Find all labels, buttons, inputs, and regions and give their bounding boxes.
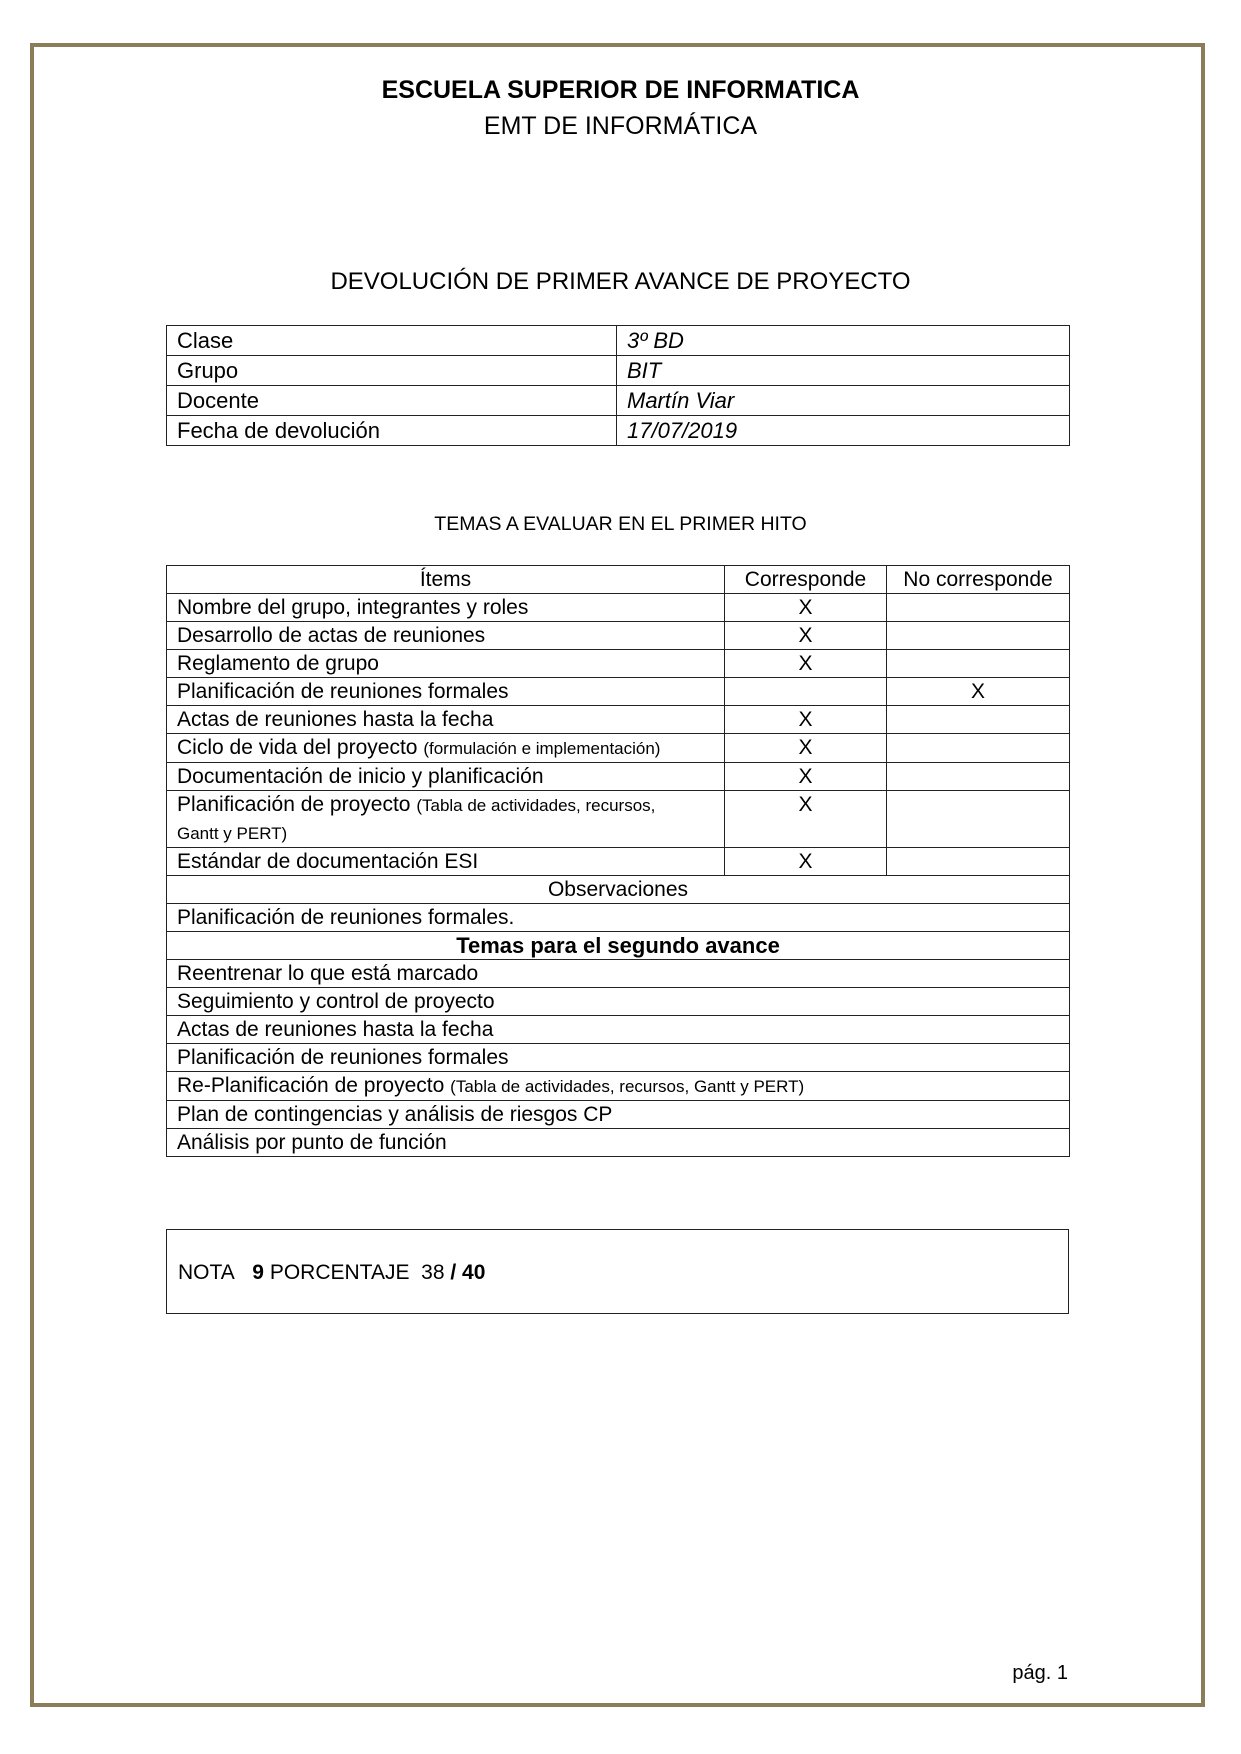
item-label: Reglamento de grupo xyxy=(167,650,725,678)
header-corresponde: Corresponde xyxy=(725,566,887,594)
item-note-continued: Gantt y PERT) xyxy=(177,824,288,843)
observations-row xyxy=(167,904,1070,932)
table-row xyxy=(167,734,1070,763)
item-label: Nombre del grupo, integrantes y roles xyxy=(167,594,725,622)
evaluation-table xyxy=(166,565,1070,1157)
nota-label: NOTA xyxy=(178,1261,235,1284)
info-value: Martín Viar xyxy=(617,386,1070,416)
corresponde-mark: X xyxy=(725,706,887,734)
info-value: BIT xyxy=(617,356,1070,386)
info-table xyxy=(166,325,1070,446)
topic-label: Actas de reuniones hasta la fecha xyxy=(167,1016,1070,1044)
topic-label: Análisis por punto de función xyxy=(167,1129,1070,1157)
evaluation-header-row xyxy=(167,566,1070,594)
nota-value: 9 xyxy=(252,1261,264,1284)
score-total: 40 xyxy=(462,1261,486,1284)
corresponde-mark: X xyxy=(725,594,887,622)
list-item xyxy=(167,1129,1070,1157)
table-row xyxy=(167,678,1070,706)
item-cell xyxy=(167,734,725,763)
no-corresponde-mark xyxy=(887,622,1070,650)
observations-header: Observaciones xyxy=(167,876,1070,904)
no-corresponde-mark xyxy=(887,763,1070,791)
item-label: Actas de reuniones hasta la fecha xyxy=(167,706,725,734)
info-label: Clase xyxy=(167,326,617,356)
info-row-docente xyxy=(167,386,1070,416)
corresponde-mark: X xyxy=(725,848,887,876)
topic-label: Re-Planificación de proyecto xyxy=(177,1074,445,1097)
item-label: Estándar de documentación ESI xyxy=(167,848,725,876)
header-no-corresponde: No corresponde xyxy=(887,566,1070,594)
item-label: Desarrollo de actas de reuniones xyxy=(167,622,725,650)
topic-label: Planificación de reuniones formales xyxy=(167,1044,1070,1072)
item-cell xyxy=(167,791,725,848)
topic-label: Reentrenar lo que está marcado xyxy=(167,960,1070,988)
porcentaje-label: PORCENTAJE xyxy=(269,1261,410,1284)
department-name: EMT DE INFORMÁTICA xyxy=(483,112,758,140)
list-item xyxy=(167,1072,1070,1101)
table-row xyxy=(167,706,1070,734)
item-label: Planificación de reuniones formales xyxy=(167,678,725,706)
page-number: pág. 1 xyxy=(1012,1662,1068,1684)
table-row xyxy=(167,622,1070,650)
no-corresponde-mark: X xyxy=(887,678,1070,706)
list-item xyxy=(167,988,1070,1016)
no-corresponde-mark xyxy=(887,650,1070,678)
no-corresponde-mark xyxy=(887,594,1070,622)
table-row xyxy=(167,791,1070,848)
corresponde-mark: X xyxy=(725,622,887,650)
corresponde-mark xyxy=(725,678,887,706)
item-label: Documentación de inicio y planificación xyxy=(167,763,725,791)
info-row-clase xyxy=(167,326,1070,356)
table-row xyxy=(167,594,1070,622)
observations-header-row xyxy=(167,876,1070,904)
next-topics-header-row xyxy=(167,932,1070,960)
table-row xyxy=(167,848,1070,876)
info-row-fecha xyxy=(167,416,1070,446)
topic-label: Plan de contingencias y análisis de riesgos CP xyxy=(167,1101,1070,1129)
item-label: Planificación de proyecto xyxy=(177,793,411,816)
info-row-grupo xyxy=(167,356,1070,386)
list-item xyxy=(167,1016,1070,1044)
corresponde-mark: X xyxy=(725,650,887,678)
score-value: 38 xyxy=(421,1261,445,1284)
info-value: 17/07/2019 xyxy=(617,416,1070,446)
list-item xyxy=(167,960,1070,988)
observations-text: Planificación de reuniones formales. xyxy=(167,904,1070,932)
corresponde-mark: X xyxy=(725,791,887,848)
list-item xyxy=(167,1044,1070,1072)
item-label: Ciclo de vida del proyecto xyxy=(177,736,418,759)
list-item xyxy=(167,1101,1070,1129)
no-corresponde-mark xyxy=(887,791,1070,848)
corresponde-mark: X xyxy=(725,763,887,791)
score-separator: / xyxy=(450,1261,457,1284)
info-label: Grupo xyxy=(167,356,617,386)
info-value: 3º BD xyxy=(617,326,1070,356)
table-row xyxy=(167,763,1070,791)
item-note: (Tabla de actividades, recursos, xyxy=(416,796,656,815)
topic-note: (Tabla de actividades, recursos, Gantt y PERT) xyxy=(450,1077,805,1096)
corresponde-mark: X xyxy=(725,734,887,763)
no-corresponde-mark xyxy=(887,848,1070,876)
item-note: (formulación e implementación) xyxy=(423,739,661,758)
header-items: Ítems xyxy=(167,566,725,594)
school-name: ESCUELA SUPERIOR DE INFORMATICA xyxy=(381,76,860,104)
topic-label: Seguimiento y control de proyecto xyxy=(167,988,1070,1016)
grade-line xyxy=(178,1261,485,1285)
no-corresponde-mark xyxy=(887,706,1070,734)
info-label: Docente xyxy=(167,386,617,416)
evaluation-title: TEMAS A EVALUAR EN EL PRIMER HITO xyxy=(434,513,807,535)
table-row xyxy=(167,650,1070,678)
next-topics-header: Temas para el segundo avance xyxy=(167,932,1070,960)
document-title: DEVOLUCIÓN DE PRIMER AVANCE DE PROYECTO xyxy=(330,268,911,295)
no-corresponde-mark xyxy=(887,734,1070,763)
info-label: Fecha de devolución xyxy=(167,416,617,446)
topic-cell xyxy=(167,1072,1070,1101)
